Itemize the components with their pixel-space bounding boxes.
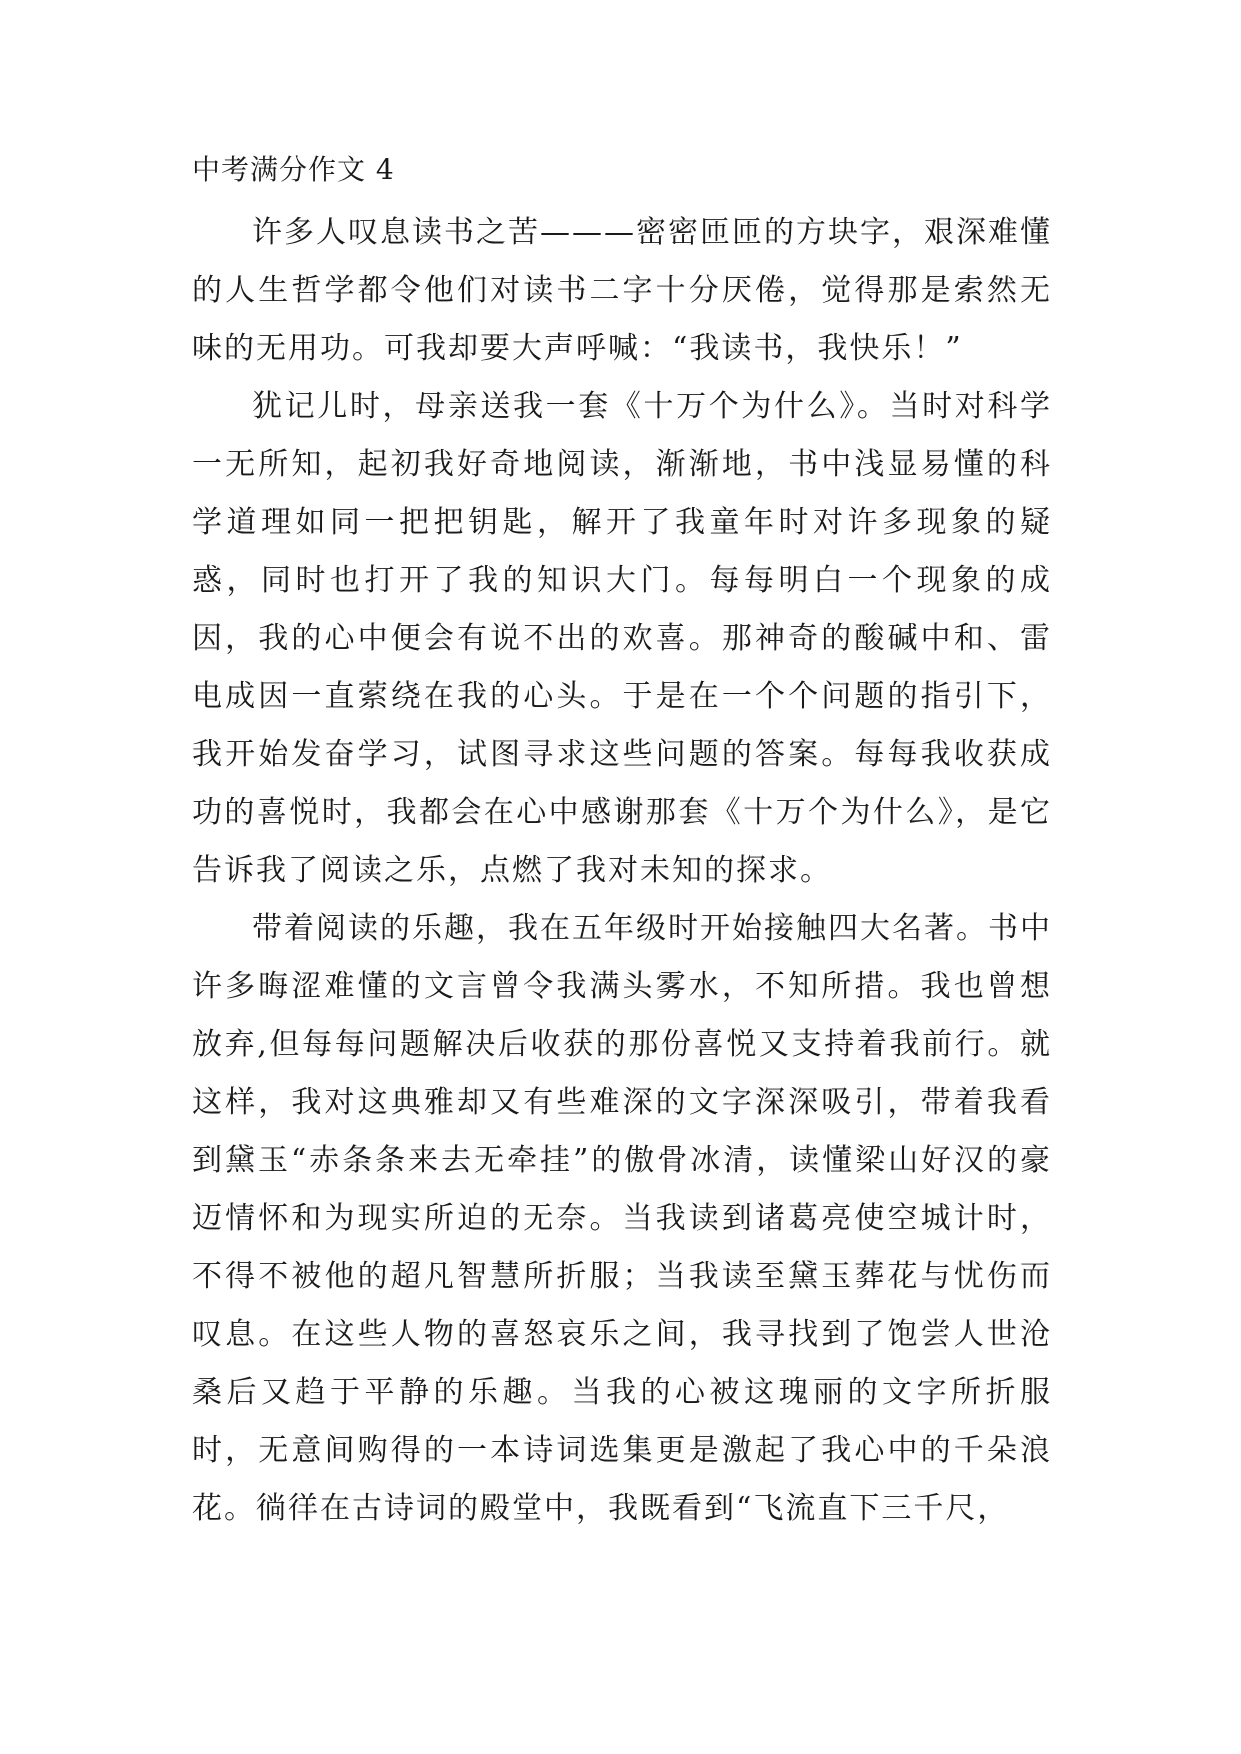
paragraph-3: 带着阅读的乐趣，我在五年级时开始接触四大名著。书中许多晦涩难懂的文言曾令我满头雾水，不知所措。我也曾想放弃,但每每问题解决后收获的那份喜悦又支持着我前行。就这样，我对这典雅却又有些难深的文字深深吸引，带着我看到黛玉“赤条条来去无牵挂”的傲骨冰清，读懂梁山好汉的豪迈情怀和为现实所迫的无奈。当我读到诸葛亮使空城计时，不得不被他的超凡智慧所折服；当我读至黛玉葬花与忧伤而叹息。在这些人物的喜怒哀乐之间，我寻找到了饱尝人世沧桑后又趋于平静的乐趣。当我的心被这瑰丽的文字所折服时，无意间购得的一本诗词选集更是激起了我心中的千朵浪花。徜徉在古诗词的殿堂中，我既看到“飞流直下三千尺， bbox=[192, 911, 1052, 1526]
essay-title: 中考满分作文 4 bbox=[192, 153, 395, 186]
paragraph-2: 犹记儿时，母亲送我一套《十万个为什么》。当时对科学一无所知，起初我好奇地阅读，渐渐地，书中浅显易懂的科学道理如同一把把钥匙，解开了我童年时对许多现象的疑惑，同时也打开了我的知识大门。每每明白一个现象的成因，我的心中便会有说不出的欢喜。那神奇的酸碱中和、雷电成因一直萦绕在我的心头。于是在一个个问题的指引下，我开始发奋学习，试图寻求这些问题的答案。每每我收获成功的喜悦时，我都会在心中感谢那套《十万个为什么》，是它告诉我了阅读之乐，点燃了我对未知的探求。 bbox=[192, 389, 1052, 888]
document-page bbox=[192, 150, 1052, 1538]
paragraph-1: 许多人叹息读书之苦———密密匝匝的方块字，艰深难懂的人生哲学都令他们对读书二字十分厌倦，觉得那是索然无味的无用功。可我却要大声呼喊：“我读书，我快乐！” bbox=[192, 215, 1052, 366]
